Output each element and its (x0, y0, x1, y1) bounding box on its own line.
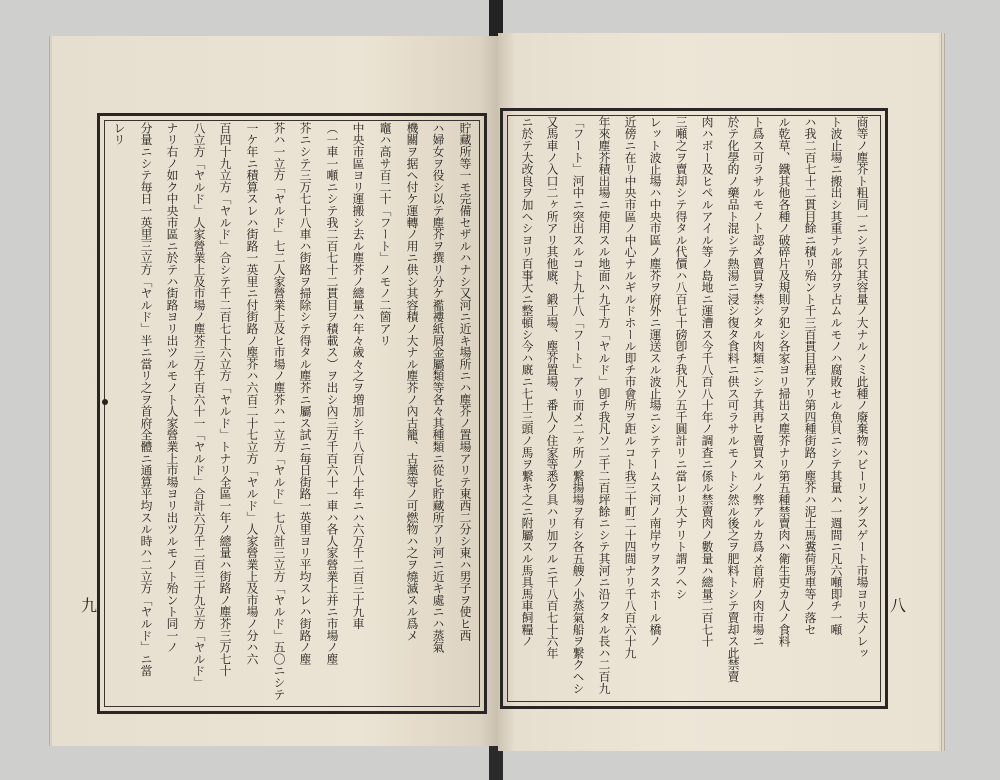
right-page-number: 八 (889, 596, 906, 615)
left-page-text-column: ナリ右ノ如ク中央市區ニ於テハ街路ヨリ出ツルモノト人家營業上市場ヨリ出ツルモノト殆ント同一ノ (165, 122, 179, 653)
right-page-text-column: 於テ化學的ノ藥品ト混シテ熱湯ニ浸シ復タ食料ニ供ス可ラサルモノトシ然ル後之ヲ肥料トシテ賣却ス此禁賣 (726, 116, 740, 683)
book-binding-bottom (489, 746, 503, 780)
book-binding-top (489, 0, 503, 36)
left-page-text-column: ハ婦女ヲ役シ以テ塵芥ヲ撰リ分ケ襤褸紙屑金屬類等各々其種類ニ從ヒ貯藏所アリ河ニ近キ處ニハ蒸氣 (431, 122, 445, 653)
right-page-text-column: 三噸之ヲ賣却シテ得タル代價ハ八百七十磅卽チ我凡ソ五千圓計リニ當レリ大ナリト謂フヘシ (674, 116, 688, 600)
left-page-text-column: 一ケ年ニ積算スレハ街路一英里ニ付街路ノ塵芥ハ六百二十七立方「ヤルド」人家營業上及市場ノ分ハ六 (245, 122, 259, 665)
left-page-text-column: 八立方「ヤルド」人家營業上及市場ノ塵芥三万千百六十一「ヤルド」合計六万千二百三十九立方「ヤルド」 (192, 122, 206, 689)
left-page-text-column: レリ (112, 122, 126, 146)
right-page-text-column: ル乾草、鐵其他各種ノ破碎片及規則ヲ犯シ各家ヨリ掃出ス塵芥ナリ第五種禁賣肉ハ衛生吏カ人ノ食料 (777, 116, 791, 647)
left-page-number: 九 (80, 596, 97, 615)
right-page-text-column: 年來塵芥積出場ニ使用スル地面ハ九千方「ヤルド」卽チ我凡ソ二千二百坪餘ニシテ其河ニ沿フタル長ハ二百九 (597, 116, 611, 695)
left-page-text-column: 芥ハ一立方「ヤルド」七二人家營業上及ヒ市場ノ塵芥ハ一立方「ヤルド」七八計三立方「ヤルド」五〇ニシテ (272, 122, 286, 701)
left-page-text-column: 機關ヲ据ヘ付ケ運轉ノ用ニ供シ其容積ノ大ナル塵芥ノ內古籠、古藁等ノ可燃物ハ之ヲ燒滅スル爲メ (405, 122, 419, 642)
right-page-text-column: 又馬車ノ入口二ヶ所アリ其他廐、鍛工場、塵芥置場、番人ノ住家等悉ク具ハリ加フルニ千八百七十六年 (545, 116, 559, 659)
left-page-text-column: 竈ハ高サ百二十「フート」ノモノ二箇アリ (378, 122, 392, 347)
right-page-text-column: ニ於テ大改良ヲ加ヘシヨリ百事大ニ整頓シ今ハ廐ニ七十三頭ノ馬ヲ繋キ之ニ附屬スル馬具馬車飼糧ノ (520, 116, 534, 647)
right-page-text-column: レット波止場ハ中央市區ノ塵芥ヲ府外ニ運送スル波止場ニシテテームス河ノ南岸ウヲクスホール橋ノ (648, 116, 662, 647)
left-page-text-column: 百四十九立方「ヤルド」合シテ千二百七十六立方「ヤルド」トナリ全區一年ノ總量ハ街路ノ塵芥三万七十 (218, 122, 232, 677)
right-page-text-column: 「フート」河中ニ突出スルコト九十八「フート」アリ而メ二ヶ所ノ繋揚場ヲ有シ各五艘ノ小蒸氣船ヲ繋クヘシ (571, 116, 585, 695)
right-page-text-column: ト爲ス可ラサルモノト認メ賣買ヲ禁シタル肉類ニシテ其再ヒ賣買スルノ弊アルカ爲メ首府ノ肉市場ニ (751, 116, 765, 647)
right-page-text-column: 商等ノ塵芥ト粗同一ニシテ只其容量ノ大ナルノミ此種ノ廢棄物ハビーリングスゲート市場ヨリ夫ノレッ (855, 116, 869, 659)
right-page-text-column: ト波止場ニ搬出シ其重ナル部分ヲ占ムルモノハ腐敗セル魚貝ニシテ其量ハ一週間ニ凡六噸即チ一噸 (829, 116, 843, 636)
left-page-text-column: 芥ニシテ三万七十八車ハ街路ヲ掃除シテ得タル塵芥ニ屬ス試ニ毎日街路一英里ヨリ平均スレハ街路ノ塵 (298, 122, 312, 665)
left-page-text-column: 分量ニシテ毎日一英里三立方「ヤルド」半ニ當リ之ヲ首府全體ニ通算平均スル時ハ二立方「ヤルド」ニ當 (139, 122, 153, 677)
right-page-text-column: 肉ハボー及ヒペルアイル等ノ島地ニ運漕ス今千八百八十年ノ調査ニ係ル禁賣肉ノ數量ハ總量二百七十 (700, 116, 714, 647)
left-page-text-column: 中央市區ヨリ運搬シ去ル塵芥ノ總量ハ年々歲々之ヲ増加シ千八百八十年ニハ六万千二百三十九車 (351, 122, 365, 630)
right-page-text-column: ハ我二百七十二貫目餘ニ積リ殆ント千三百貫目程アリ第四種街路ノ塵芥ハ泥土馬糞荷馬車等ノ落セ (803, 116, 817, 636)
left-page-text-column: 貯藏所等一モ完備セザルハナシ又河ニ近キ場所ニハ塵芥ノ置場アリテ東西二分シ東ハ男子ヲ使ヒ西 (458, 122, 472, 642)
left-page-text-column: （一車一噸ニシテ我二百七十二貫目ヲ積載ス）ヲ出シ內三万千百六十一車ハ各人家營業上并ニ市場ノ塵 (325, 122, 339, 665)
right-page-text-column: 近傍ニ在リ中央市區ノ中心ナルギルドホール即チ市會所ヲ距ルコト我三十町二十四間ナリ千八百六十九 (623, 116, 637, 659)
